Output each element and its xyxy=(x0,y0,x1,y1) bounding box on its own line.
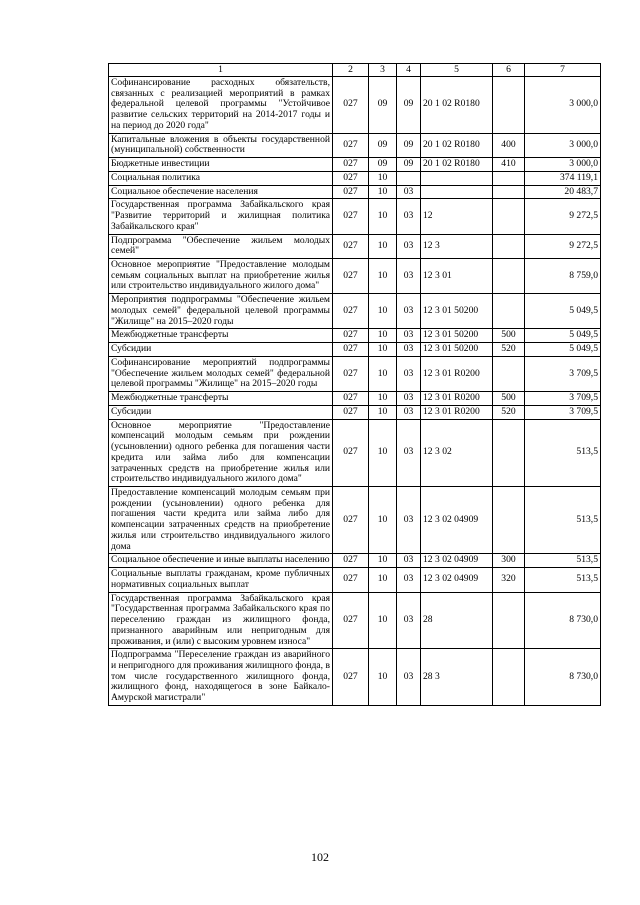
row-name: Мероприятия подпрограммы "Обеспечение жильем молодых семей" федеральной целевой программы "Жилище" на 2015–2020 годы xyxy=(109,294,333,329)
header-col-1: 1 xyxy=(109,64,333,77)
row-amount: 20 483,7 xyxy=(525,185,601,199)
row-admin-code: 027 xyxy=(333,392,369,406)
table-row xyxy=(109,419,601,486)
row-expense-type xyxy=(493,592,525,649)
row-section: 09 xyxy=(369,77,397,134)
row-amount: 3 000,0 xyxy=(525,133,601,157)
row-section: 10 xyxy=(369,356,397,391)
row-name: Подпрограмма "Обеспечение жильем молодых семей" xyxy=(109,234,333,258)
row-target-item xyxy=(421,185,493,199)
row-amount: 3 709,5 xyxy=(525,356,601,391)
table-row xyxy=(109,234,601,258)
row-admin-code: 027 xyxy=(333,171,369,185)
table-row xyxy=(109,486,601,553)
row-admin-code: 027 xyxy=(333,294,369,329)
row-expense-type xyxy=(493,649,525,706)
header-col-4: 4 xyxy=(397,64,421,77)
row-name: Софинансирование мероприятий подпрограммы "Обеспечение жильем молодых семей" федеральной целевой программы "Жилище" на 2015–2020 годы xyxy=(109,356,333,391)
row-expense-type: 500 xyxy=(493,392,525,406)
row-amount: 5 049,5 xyxy=(525,294,601,329)
row-section: 09 xyxy=(369,158,397,172)
row-admin-code: 027 xyxy=(333,405,369,419)
row-admin-code: 027 xyxy=(333,158,369,172)
table-row xyxy=(109,392,601,406)
row-subsection: 03 xyxy=(397,554,421,568)
row-subsection: 03 xyxy=(397,405,421,419)
header-col-7: 7 xyxy=(525,64,601,77)
row-subsection: 03 xyxy=(397,649,421,706)
row-subsection xyxy=(397,171,421,185)
row-target-item: 28 xyxy=(421,592,493,649)
row-admin-code: 027 xyxy=(333,343,369,357)
row-section: 10 xyxy=(369,234,397,258)
row-target-item: 12 3 xyxy=(421,234,493,258)
row-expense-type xyxy=(493,77,525,134)
row-admin-code: 027 xyxy=(333,486,369,553)
row-expense-type: 400 xyxy=(493,133,525,157)
row-amount: 5 049,5 xyxy=(525,329,601,343)
row-subsection: 03 xyxy=(397,343,421,357)
budget-table xyxy=(108,63,601,706)
row-amount: 513,5 xyxy=(525,554,601,568)
row-expense-type xyxy=(493,294,525,329)
row-name: Социальное обеспечение населения xyxy=(109,185,333,199)
row-section: 10 xyxy=(369,649,397,706)
row-target-item xyxy=(421,171,493,185)
table-row xyxy=(109,185,601,199)
row-target-item: 12 xyxy=(421,199,493,234)
row-name: Социальная политика xyxy=(109,171,333,185)
row-name: Социальные выплаты гражданам, кроме публичных нормативных социальных выплат xyxy=(109,568,333,592)
row-amount: 374 119,1 xyxy=(525,171,601,185)
row-target-item: 20 1 02 R0180 xyxy=(421,77,493,134)
row-expense-type: 520 xyxy=(493,405,525,419)
row-section: 10 xyxy=(369,259,397,294)
row-target-item: 12 3 01 50200 xyxy=(421,329,493,343)
row-name: Межбюджетные трансферты xyxy=(109,329,333,343)
row-section: 10 xyxy=(369,392,397,406)
row-section: 10 xyxy=(369,554,397,568)
row-section: 10 xyxy=(369,294,397,329)
row-admin-code: 027 xyxy=(333,259,369,294)
row-name: Субсидии xyxy=(109,405,333,419)
row-target-item: 28 3 xyxy=(421,649,493,706)
row-expense-type xyxy=(493,185,525,199)
row-expense-type: 410 xyxy=(493,158,525,172)
table-row xyxy=(109,568,601,592)
row-expense-type xyxy=(493,234,525,258)
header-col-3: 3 xyxy=(369,64,397,77)
row-amount: 5 049,5 xyxy=(525,343,601,357)
table-row xyxy=(109,356,601,391)
row-section: 10 xyxy=(369,419,397,486)
header-row xyxy=(109,64,601,77)
row-subsection: 09 xyxy=(397,133,421,157)
row-expense-type xyxy=(493,419,525,486)
table-row xyxy=(109,259,601,294)
row-name: Бюджетные инвестиции xyxy=(109,158,333,172)
row-name: Основное мероприятие "Предоставление компенсаций молодым семьям при рождении (усыновлении) одного ребенка для погашения части кредита или займа либо для компенсации затраченных средств на приобретение жилья или строительство индивидуального жилого дома" xyxy=(109,419,333,486)
table-row xyxy=(109,343,601,357)
row-admin-code: 027 xyxy=(333,592,369,649)
row-name: Субсидии xyxy=(109,343,333,357)
table-row xyxy=(109,294,601,329)
row-expense-type xyxy=(493,486,525,553)
row-expense-type xyxy=(493,171,525,185)
row-admin-code: 027 xyxy=(333,356,369,391)
row-section: 10 xyxy=(369,486,397,553)
row-section: 10 xyxy=(369,343,397,357)
header-col-5: 5 xyxy=(421,64,493,77)
row-section: 10 xyxy=(369,568,397,592)
row-expense-type: 300 xyxy=(493,554,525,568)
table-row xyxy=(109,405,601,419)
row-name: Софинансирование расходных обязательств, связанных с реализацией мероприятий в рамках федеральной целевой программы "Устойчивое развитие сельских территорий на 2014-2017 годы и на период до 2020 года" xyxy=(109,77,333,134)
row-section: 10 xyxy=(369,199,397,234)
row-admin-code: 027 xyxy=(333,649,369,706)
row-target-item: 12 3 01 R0200 xyxy=(421,405,493,419)
row-name: Основное мероприятие "Предоставление молодым семьям социальных выплат на приобретение жилья или строительство индивидуального жилого дома" xyxy=(109,259,333,294)
row-subsection: 03 xyxy=(397,199,421,234)
row-amount: 3 709,5 xyxy=(525,392,601,406)
row-amount: 8 730,0 xyxy=(525,592,601,649)
row-subsection: 03 xyxy=(397,294,421,329)
row-target-item: 12 3 02 04909 xyxy=(421,568,493,592)
row-name: Подпрограмма "Переселение граждан из аварийного и непригодного для проживания жилищного фонда, в том числе государственного жилищного фонда, жилищного фонд, находящегося в зоне Байкало-Амурской магистрали" xyxy=(109,649,333,706)
table-row xyxy=(109,77,601,134)
row-section: 10 xyxy=(369,329,397,343)
row-admin-code: 027 xyxy=(333,568,369,592)
row-admin-code: 027 xyxy=(333,419,369,486)
row-amount: 9 272,5 xyxy=(525,199,601,234)
row-name: Государственная программа Забайкальского края "Развитие территорий и жилищная политика Забайкальского края" xyxy=(109,199,333,234)
row-target-item: 12 3 02 04909 xyxy=(421,486,493,553)
row-name: Капитальные вложения в объекты государственной (муниципальной) собственности xyxy=(109,133,333,157)
row-name: Межбюджетные трансферты xyxy=(109,392,333,406)
row-section: 09 xyxy=(369,133,397,157)
row-subsection: 03 xyxy=(397,234,421,258)
row-admin-code: 027 xyxy=(333,185,369,199)
row-amount: 513,5 xyxy=(525,568,601,592)
row-target-item: 20 1 02 R0180 xyxy=(421,133,493,157)
row-expense-type xyxy=(493,259,525,294)
row-name: Предоставление компенсаций молодым семьям при рождении (усыновлении) одного ребенка для погашения части кредита или займа либо для компенсации затраченных средств на приобретение жилья или строительство индивидуального жилого дома xyxy=(109,486,333,553)
row-expense-type xyxy=(493,356,525,391)
row-expense-type xyxy=(493,199,525,234)
row-target-item: 12 3 02 04909 xyxy=(421,554,493,568)
page-number: 102 xyxy=(311,850,329,864)
row-amount: 9 272,5 xyxy=(525,234,601,258)
row-subsection: 09 xyxy=(397,77,421,134)
row-admin-code: 027 xyxy=(333,199,369,234)
row-section: 10 xyxy=(369,185,397,199)
row-target-item: 20 1 02 R0180 xyxy=(421,158,493,172)
row-target-item: 12 3 01 R0200 xyxy=(421,392,493,406)
row-amount: 513,5 xyxy=(525,486,601,553)
row-subsection: 03 xyxy=(397,568,421,592)
row-expense-type: 520 xyxy=(493,343,525,357)
header-col-2: 2 xyxy=(333,64,369,77)
row-amount: 3 000,0 xyxy=(525,158,601,172)
row-amount: 3 709,5 xyxy=(525,405,601,419)
row-admin-code: 027 xyxy=(333,133,369,157)
row-expense-type: 500 xyxy=(493,329,525,343)
row-subsection: 03 xyxy=(397,419,421,486)
row-admin-code: 027 xyxy=(333,234,369,258)
table-row xyxy=(109,158,601,172)
row-amount: 8 730,0 xyxy=(525,649,601,706)
table-row xyxy=(109,133,601,157)
row-section: 10 xyxy=(369,405,397,419)
table-row xyxy=(109,649,601,706)
row-amount: 8 759,0 xyxy=(525,259,601,294)
row-amount: 3 000,0 xyxy=(525,77,601,134)
row-expense-type: 320 xyxy=(493,568,525,592)
row-name: Социальное обеспечение и иные выплаты населению xyxy=(109,554,333,568)
row-target-item: 12 3 01 R0200 xyxy=(421,356,493,391)
header-col-6: 6 xyxy=(493,64,525,77)
table-row xyxy=(109,199,601,234)
row-target-item: 12 3 01 50200 xyxy=(421,343,493,357)
row-admin-code: 027 xyxy=(333,329,369,343)
table-row xyxy=(109,171,601,185)
table-row xyxy=(109,329,601,343)
row-target-item: 12 3 01 xyxy=(421,259,493,294)
row-subsection: 03 xyxy=(397,392,421,406)
row-section: 10 xyxy=(369,171,397,185)
table-row xyxy=(109,554,601,568)
row-admin-code: 027 xyxy=(333,77,369,134)
row-amount: 513,5 xyxy=(525,419,601,486)
row-subsection: 03 xyxy=(397,185,421,199)
row-target-item: 12 3 02 xyxy=(421,419,493,486)
row-section: 10 xyxy=(369,592,397,649)
row-subsection: 09 xyxy=(397,158,421,172)
table-row xyxy=(109,592,601,649)
row-admin-code: 027 xyxy=(333,554,369,568)
row-subsection: 03 xyxy=(397,356,421,391)
row-subsection: 03 xyxy=(397,486,421,553)
row-target-item: 12 3 01 50200 xyxy=(421,294,493,329)
row-subsection: 03 xyxy=(397,329,421,343)
row-name: Государственная программа Забайкальского края "Государственная программа Забайкальского края по переселению граждан из жилищного фонда, признанного аварийным или непригодным для проживания, и (или) с высоким уровнем износа" xyxy=(109,592,333,649)
row-subsection: 03 xyxy=(397,592,421,649)
row-subsection: 03 xyxy=(397,259,421,294)
